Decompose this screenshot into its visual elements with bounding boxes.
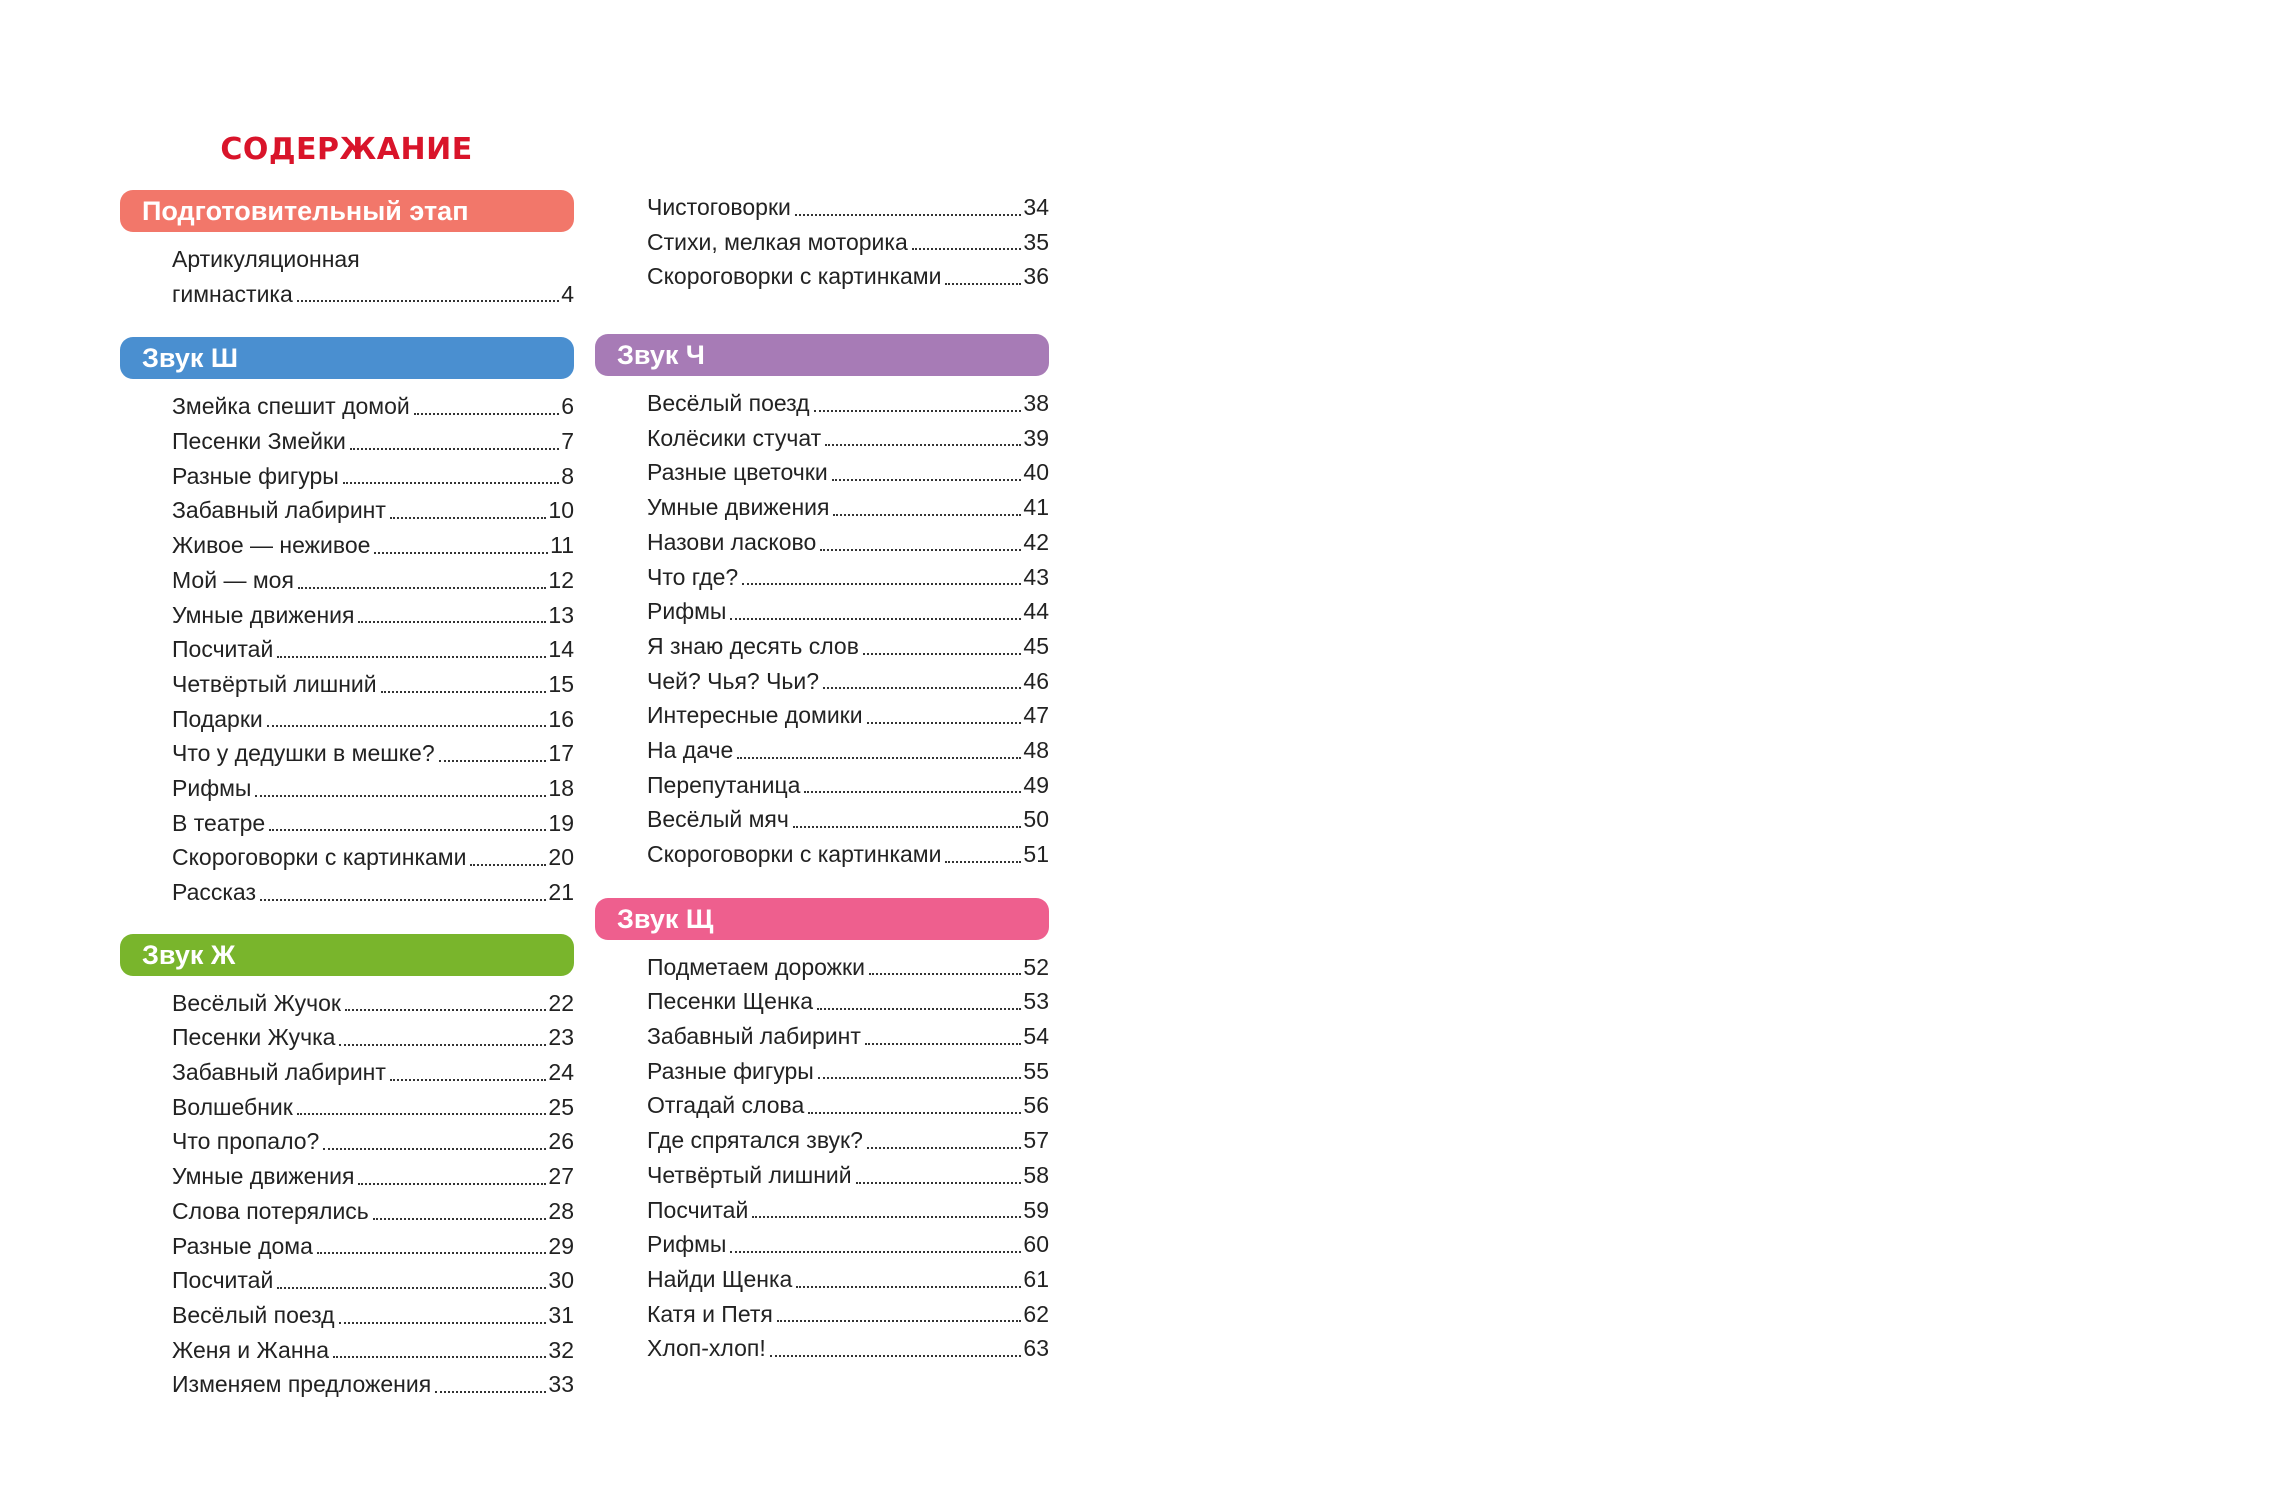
toc-entry[interactable] [647,1262,1049,1297]
toc-entry[interactable] [172,736,574,771]
toc-entry-page: 31 [548,1301,574,1328]
section-prep [120,190,574,311]
toc-entry-text: Чей? Чья? Чьи? [647,667,820,694]
toc-entry-text: Весёлый Жучок [172,989,341,1016]
toc-entry[interactable] [172,528,574,563]
toc-entry-text: Посчитай [172,1267,274,1294]
toc-entry-page: 35 [1023,228,1049,255]
leader-dots [796,1262,1021,1288]
leader-dots [323,1124,546,1150]
toc-entry-text: Где спрятался звук? [647,1127,863,1154]
toc-entry-text: Что где? [647,563,739,590]
toc-entry-text: Женя и Жанна [172,1336,330,1363]
toc-entry-page: 11 [550,532,574,559]
leader-dots [945,837,1021,863]
leader-dots [317,1229,547,1255]
toc-entry-text: Подметаем дорожки [647,953,865,980]
toc-entry[interactable] [172,1298,574,1333]
toc-entry-page: 27 [548,1163,574,1190]
toc-entry-page: 14 [548,636,574,663]
leader-dots [439,736,547,762]
toc-entry-text: Рифмы [647,598,727,625]
toc-entry-text: Забавный лабиринт [172,1059,386,1086]
toc-entry-page: 7 [561,428,574,455]
leader-dots [742,560,1021,586]
toc-entry-page: 47 [1023,702,1049,729]
toc-entry-text: Рассказ [172,879,257,905]
toc-entry[interactable] [647,1297,1049,1332]
toc-entry-page: 63 [1023,1335,1049,1362]
toc-entry-text: Мой — моя [172,566,294,593]
toc-entry[interactable] [647,1331,1049,1366]
toc-entry-line [172,242,574,277]
toc-entry-page: 15 [548,670,574,697]
toc-entry-page: 10 [548,497,574,524]
leader-dots [390,1055,546,1081]
leader-dots [833,490,1021,516]
toc-entry-page: 26 [548,1128,574,1155]
toc-entry[interactable] [647,984,1049,1019]
toc-entry-text: Разные цветочки [647,459,828,486]
section-list-zh [120,986,574,1402]
toc-entry-page: 20 [548,844,574,871]
toc-entry[interactable] [172,1229,574,1264]
section-sch [595,898,1049,1366]
leader-dots [730,1227,1021,1253]
toc-entry[interactable] [647,386,1049,421]
toc-entry-text: Умные движения [172,1163,355,1190]
leader-dots [730,594,1021,620]
leader-dots [277,1263,546,1289]
leader-dots [470,840,546,866]
toc-entry[interactable] [647,1019,1049,1054]
toc-entry[interactable] [647,768,1049,803]
leader-dots [297,1090,547,1116]
toc-entry-page: 22 [548,989,574,1016]
toc-entry-page: 43 [1023,563,1049,590]
toc-entry-text: Что пропало? [172,1128,320,1155]
toc-entry-page: 62 [1023,1300,1049,1327]
toc-entry-page: 17 [548,740,574,767]
toc-entry-text: Забавный лабиринт [172,497,386,524]
toc-entry[interactable] [647,594,1049,629]
toc-entry[interactable] [172,493,574,528]
toc-entry[interactable] [647,1123,1049,1158]
toc-entry[interactable] [647,1054,1049,1089]
toc-entry[interactable] [647,525,1049,560]
toc-entry[interactable] [647,190,1049,225]
toc-entry[interactable] [172,667,574,702]
toc-entry-page: 18 [548,774,574,801]
toc-entry-text: Разные фигуры [647,1057,814,1084]
leader-dots [823,664,1021,690]
toc-entry-page: 57 [1023,1127,1049,1154]
toc-entry-page: 39 [1023,424,1049,451]
toc-entry-page: 16 [548,705,574,732]
toc-entry[interactable] [647,950,1049,985]
toc-entry[interactable] [172,771,574,806]
toc-entry-page: 19 [548,809,574,836]
toc-entry-page: 25 [548,1093,574,1120]
section-list-zh-continued [595,190,1049,294]
toc-column-left [120,190,574,1402]
leader-dots [333,1333,546,1359]
toc-entry[interactable] [172,1055,574,1090]
leader-dots [298,563,547,589]
toc-entry-text: Что у дедушки в мешке? [172,740,435,767]
toc-entry-text: Стихи, мелкая моторика [647,228,908,255]
toc-entry-text: Рифмы [172,774,252,801]
leader-dots [277,632,546,658]
toc-entry-text: Четвёртый лишний [172,670,377,697]
toc-entry-page: 51 [1023,841,1049,867]
toc-entry[interactable] [647,455,1049,490]
toc-entry[interactable] [647,1193,1049,1228]
toc-entry-page: 36 [1023,263,1049,290]
toc-entry[interactable] [172,389,574,424]
toc-entry[interactable] [172,424,574,459]
toc-entry-page: 4 [561,280,574,307]
toc-entry[interactable] [647,664,1049,699]
section-zh [120,934,574,1402]
toc-entry[interactable] [647,802,1049,837]
toc-column-right [595,190,1049,1366]
toc-entry-page: 53 [1023,988,1049,1015]
toc-entry[interactable] [172,840,574,875]
section-header-sh: Звук Ш [120,337,574,379]
toc-entry-text: гимнастика [172,280,293,307]
leader-dots [267,702,547,728]
toc-entry[interactable] [647,837,1049,872]
toc-entry-page: 32 [548,1336,574,1363]
page-title: СОДЕРЖАНИЕ [220,132,473,167]
toc-entry-text: Перепутаница [647,771,801,798]
leader-dots [350,424,559,450]
toc-entry[interactable] [172,563,574,598]
toc-entry-page: 48 [1023,736,1049,763]
toc-entry-text: Весёлый мяч [647,806,789,833]
toc-entry-page: 44 [1023,598,1049,625]
leader-dots [818,1054,1022,1080]
section-header-zh: Звук Ж [120,934,574,976]
toc-entry-page: 54 [1023,1023,1049,1050]
toc-entry-text: Чистоговорки [647,194,791,220]
toc-entry-text: Артикуляционная [172,246,360,272]
toc-entry-text: В театре [172,809,266,836]
toc-entry[interactable] [172,1367,574,1402]
toc-entry[interactable] [647,1158,1049,1193]
toc-entry-page: 56 [1023,1092,1049,1119]
leader-dots [374,528,548,554]
toc-entry[interactable] [647,629,1049,664]
leader-dots [297,277,559,303]
toc-entry-page: 34 [1023,194,1049,220]
toc-entry-text: Разные дома [172,1232,313,1259]
toc-entry[interactable] [647,490,1049,525]
toc-entry-page: 60 [1023,1231,1049,1258]
toc-entry-text: Весёлый поезд [172,1301,335,1328]
toc-entry-page: 49 [1023,771,1049,798]
toc-entry-page: 24 [548,1059,574,1086]
toc-entry-text: Скороговорки с картинками [172,844,467,871]
toc-entry-text: Волшебник [172,1093,293,1120]
toc-entry-page: 59 [1023,1196,1049,1223]
toc-entry-text: Назови ласково [647,528,817,555]
toc-entry-text: Хлоп-хлоп! [647,1335,766,1362]
leader-dots [737,733,1021,759]
toc-entry[interactable] [172,806,574,841]
section-list-sch [595,950,1049,1366]
toc-entry-text: Песенки Щенка [647,988,814,1015]
leader-dots [358,1159,546,1185]
leader-dots [255,771,546,797]
leader-dots [863,629,1021,655]
section-list-sh [120,389,574,909]
toc-entry-text: Подарки [172,705,263,732]
toc-entry-page: 38 [1023,390,1049,417]
toc-entry-text: Слова потерялись [172,1197,369,1224]
leader-dots [373,1194,547,1220]
leader-dots [814,386,1022,412]
section-list-ch [595,386,1049,872]
leader-dots [339,1298,547,1324]
toc-entry-page: 13 [548,601,574,628]
leader-dots [339,1020,546,1046]
leader-dots [381,667,547,693]
toc-entry-text: Катя и Петя [647,1300,773,1327]
leader-dots [808,1088,1021,1114]
leader-dots [825,421,1021,447]
toc-entry[interactable] [647,1088,1049,1123]
toc-entry-page: 41 [1023,494,1049,521]
leader-dots [770,1331,1022,1357]
toc-entry-page: 33 [548,1371,574,1398]
leader-dots [435,1367,546,1393]
toc-entry-page: 6 [561,393,574,420]
toc-entry-text: Отгадай слова [647,1092,805,1119]
toc-entry[interactable] [172,1090,574,1125]
toc-entry[interactable] [172,1020,574,1055]
toc-entry[interactable] [172,1333,574,1368]
toc-entry-text: Найди Щенка [647,1265,793,1292]
toc-entry-text: Я знаю десять слов [647,632,859,659]
toc-entry-page: 58 [1023,1161,1049,1188]
toc-entry-text: Песенки Жучка [172,1024,336,1051]
toc-entry-page: 40 [1023,459,1049,486]
leader-dots [260,875,546,901]
toc-entry-text: Скороговорки с картинками [647,263,942,290]
leader-dots [869,950,1021,976]
toc-entry-page: 29 [548,1232,574,1259]
leader-dots [856,1158,1022,1184]
leader-dots [777,1297,1022,1323]
toc-entry-page: 12 [548,566,574,593]
leader-dots [269,806,546,832]
leader-dots [358,598,546,624]
leader-dots [912,225,1022,251]
leader-dots [817,984,1021,1010]
toc-entry-text: Забавный лабиринт [647,1023,861,1050]
toc-entry-text: Весёлый поезд [647,390,810,417]
toc-entry[interactable] [647,560,1049,595]
toc-entry[interactable] [172,277,574,312]
toc-entry-text: Умные движения [172,601,355,628]
toc-entry-text: Живое — неживое [172,532,371,559]
leader-dots [390,493,546,519]
toc-entry-text: Посчитай [172,636,274,663]
leader-dots [865,1019,1021,1045]
toc-entry[interactable] [172,875,574,910]
toc-entry-page: 42 [1023,528,1049,555]
toc-entry[interactable] [172,1159,574,1194]
toc-entry-text: Змейка спешит домой [172,393,410,420]
toc-entry-text: Колёсики стучат [647,424,822,451]
toc-entry[interactable] [647,733,1049,768]
toc-entry[interactable] [647,698,1049,733]
leader-dots [414,389,559,415]
toc-entry[interactable] [172,1263,574,1298]
toc-entry[interactable] [647,225,1049,260]
toc-entry-text: Изменяем предложения [172,1371,432,1398]
toc-entry-text: Посчитай [647,1196,749,1223]
section-list-prep [120,242,574,311]
leader-dots [832,455,1022,481]
leader-dots [752,1193,1021,1219]
section-header-sch: Звук Щ [595,898,1049,940]
toc-entry[interactable] [172,598,574,633]
toc-entry-page: 8 [561,462,574,489]
toc-entry[interactable] [647,259,1049,294]
leader-dots [793,802,1022,828]
toc-entry[interactable] [647,421,1049,456]
toc-entry-page: 52 [1023,953,1049,980]
toc-entry-text: Разные фигуры [172,462,339,489]
section-ch [595,334,1049,872]
toc-entry[interactable] [172,632,574,667]
leader-dots [945,259,1021,285]
toc-entry-text: Четвёртый лишний [647,1161,852,1188]
toc-entry[interactable] [172,986,574,1021]
toc-entry-text: Интересные домики [647,702,863,729]
section-header-ch: Звук Ч [595,334,1049,376]
leader-dots [820,525,1021,551]
toc-entry-page: 30 [548,1267,574,1294]
toc-entry-text: Скороговорки с картинками [647,841,942,867]
section-header-prep: Подготовительный этап [120,190,574,232]
section-sh [120,337,574,909]
toc-entry-page: 55 [1023,1057,1049,1084]
leader-dots [867,698,1022,724]
toc-entry[interactable] [172,1194,574,1229]
toc-entry[interactable] [172,459,574,494]
toc-entry[interactable] [647,1227,1049,1262]
toc-entry-page: 21 [548,879,574,905]
toc-entry[interactable] [172,702,574,737]
toc-entry-page: 50 [1023,806,1049,833]
leader-dots [795,190,1022,216]
leader-dots [345,986,546,1012]
toc-entry-text: Песенки Змейки [172,428,346,455]
toc-entry-page: 45 [1023,632,1049,659]
toc-entry-page: 23 [548,1024,574,1051]
toc-entry-text: Рифмы [647,1231,727,1258]
toc-entry[interactable] [172,1124,574,1159]
leader-dots [804,768,1021,794]
toc-entry-page: 28 [548,1197,574,1224]
toc-entry-text: Умные движения [647,494,830,521]
toc-entry-page: 46 [1023,667,1049,694]
leader-dots [867,1123,1022,1149]
leader-dots [343,459,559,485]
toc-entry-text: На даче [647,736,734,763]
toc-entry-page: 61 [1023,1265,1049,1292]
section-zh-continued [595,190,1049,294]
